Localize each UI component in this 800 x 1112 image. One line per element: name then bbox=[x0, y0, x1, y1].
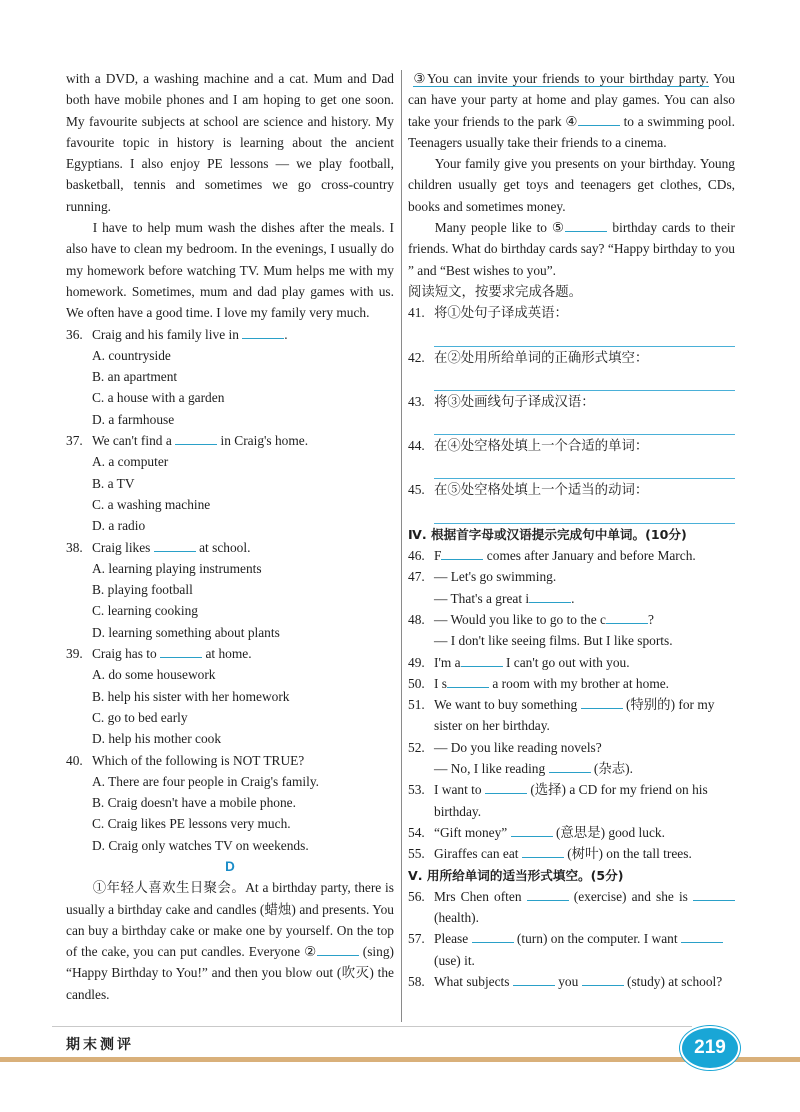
question-36 bbox=[66, 324, 394, 430]
question-text: 在④处空格处填上一个合适的单词： bbox=[434, 438, 649, 454]
answer-blank[interactable] bbox=[513, 972, 555, 986]
question-37 bbox=[66, 430, 394, 536]
question-text: (use) it. bbox=[434, 952, 475, 968]
question-54 bbox=[408, 822, 735, 843]
question-text: (杂志). bbox=[590, 761, 633, 777]
dialogue-line: — Do you like reading novels? bbox=[434, 739, 602, 755]
dialogue-line: — I don't like seeing films. But I like sports. bbox=[434, 633, 673, 649]
answer-option[interactable]: D. help his mother cook bbox=[92, 731, 222, 747]
question-text: Please bbox=[434, 931, 469, 947]
question-number: 55. bbox=[408, 846, 425, 862]
question-text: We want to buy something bbox=[434, 697, 578, 713]
question-38 bbox=[66, 537, 394, 643]
instruction: 阅读短文，按要求完成各题。 bbox=[408, 283, 583, 299]
question-number: 43. bbox=[408, 393, 425, 409]
question-number: 36. bbox=[66, 326, 83, 342]
answer-blank[interactable] bbox=[511, 823, 553, 837]
question-text: 将③处画线句子译成汉语： bbox=[434, 393, 595, 409]
question-text-pre: Craig and his family live in bbox=[92, 326, 239, 342]
answer-option[interactable]: A. There are four people in Craig's family. bbox=[92, 773, 319, 789]
question-number: 40. bbox=[66, 752, 83, 768]
answer-blank[interactable] bbox=[160, 644, 202, 658]
answer-option[interactable]: B. Craig doesn't have a mobile phone. bbox=[92, 795, 296, 811]
question-52 bbox=[408, 737, 735, 780]
passage-d-p2-text-b: to a swimming pool. Teenagers usually take their friends to a cinema. bbox=[408, 113, 735, 150]
question-39 bbox=[66, 643, 394, 749]
question-text: comes after January and before March. bbox=[483, 548, 696, 564]
passage-d-paragraph-1 bbox=[66, 877, 394, 1005]
question-text: (health). bbox=[434, 910, 479, 926]
question-text: 在②处用所给单词的正确形式填空： bbox=[434, 349, 649, 365]
answer-blank[interactable] bbox=[441, 546, 483, 560]
blank-5[interactable] bbox=[565, 218, 607, 232]
question-text: (turn) on the computer. I want bbox=[513, 931, 678, 947]
passage-d-p2-text-a: You can have your party at home and play games. You can also take your friends to the park ④ bbox=[408, 71, 735, 129]
answer-blank[interactable] bbox=[175, 431, 217, 445]
question-46 bbox=[408, 545, 735, 566]
question-text: . bbox=[571, 590, 575, 606]
answer-line[interactable] bbox=[434, 369, 735, 391]
passage-d-text-b: (sing) “Happy Birthday to You!” and then you blow out (吹灭) the candles. bbox=[66, 944, 395, 1002]
question-text: Mrs Chen often bbox=[434, 888, 522, 904]
answer-blank[interactable] bbox=[529, 589, 571, 603]
dialogue-line: — Let's go swimming. bbox=[434, 569, 557, 585]
answer-option[interactable]: D. a radio bbox=[92, 518, 146, 534]
question-text: (选择) a CD for my friend on his birthday. bbox=[434, 782, 708, 819]
question-number: 47. bbox=[408, 569, 425, 585]
question-text: (exercise) and she is bbox=[568, 888, 688, 904]
passage-c-paragraph-2: I have to help mum wash the dishes after the meals. I also have to clean my bedroom. In the evenings, I usually do my homework before watching TV. Mum helps me with my homework. Sometimes, mum and dad play games with us. We often have a good time. I love my family very much. bbox=[66, 220, 394, 321]
question-text: I want to bbox=[434, 782, 482, 798]
question-text: (意思是) good luck. bbox=[552, 824, 665, 840]
answer-option[interactable]: D. Craig only watches TV on weekends. bbox=[92, 837, 309, 853]
question-stem bbox=[66, 750, 394, 771]
translation-questions bbox=[408, 302, 735, 523]
question-stem bbox=[408, 347, 735, 368]
answer-blank[interactable] bbox=[154, 538, 196, 552]
question-stem bbox=[66, 643, 394, 664]
question-number: 37. bbox=[66, 433, 83, 449]
question-text: “Gift money” bbox=[434, 824, 508, 840]
question-text: (study) at school? bbox=[623, 973, 723, 989]
answer-option[interactable]: C. learning cooking bbox=[92, 603, 198, 619]
question-number: 39. bbox=[66, 646, 83, 662]
dialogue-line: — That's a great i bbox=[434, 590, 530, 606]
question-text: (树叶) on the tall trees. bbox=[563, 846, 692, 862]
question-text: 在⑤处空格处填上一个适当的动词： bbox=[434, 482, 649, 498]
question-49 bbox=[408, 652, 735, 673]
footer-section-label: 期末测评 bbox=[66, 1037, 134, 1053]
question-text: F bbox=[434, 548, 442, 564]
answer-option[interactable]: B. help his sister with her homework bbox=[92, 688, 290, 704]
question-stem bbox=[408, 391, 735, 412]
question-number: 42. bbox=[408, 349, 425, 365]
answer-option[interactable]: C. go to bed early bbox=[92, 709, 188, 725]
section-5-title: Ⅴ. 用所给单词的适当形式填空。(5分) bbox=[408, 867, 624, 883]
blank-2[interactable] bbox=[317, 942, 359, 956]
question-text: a room with my brother at home. bbox=[489, 675, 670, 691]
question-55 bbox=[408, 843, 735, 864]
answer-blank[interactable] bbox=[522, 844, 564, 858]
passage-d-text-a: ①年轻人喜欢生日聚会。At a birthday party, there is usually a birthday cake and candles (蜡烛) and presents. You can buy a birthday cake or make one by yourself. On the top of the cake, you can put candles. Everyone ② bbox=[66, 880, 394, 960]
answer-line[interactable] bbox=[434, 502, 735, 524]
question-text bbox=[92, 324, 394, 345]
question-40 bbox=[66, 750, 394, 856]
question-42 bbox=[408, 347, 735, 391]
answer-blank[interactable] bbox=[549, 759, 591, 773]
question-number: 49. bbox=[408, 654, 425, 670]
question-text bbox=[92, 537, 394, 558]
question-text-post: . bbox=[284, 326, 288, 342]
passage-d-paragraph-3: Your family give you presents on your birthday. Young children usually get toys and teenagers get clothes, CDs, books and sometimes money. bbox=[408, 156, 735, 214]
question-48 bbox=[408, 609, 735, 652]
answer-option[interactable]: C. Craig likes PE lessons very much. bbox=[92, 816, 291, 832]
answer-option[interactable]: A. learning playing instruments bbox=[92, 560, 262, 576]
question-text-post: at home. bbox=[205, 646, 252, 662]
left-column bbox=[66, 68, 394, 1005]
question-44 bbox=[408, 435, 735, 479]
question-number: 54. bbox=[408, 824, 425, 840]
answer-option[interactable]: C. a house with a garden bbox=[92, 390, 225, 406]
question-stem bbox=[66, 537, 394, 558]
question-stem bbox=[408, 435, 735, 456]
blank-4[interactable] bbox=[578, 112, 620, 126]
column-divider bbox=[401, 70, 402, 1022]
question-53 bbox=[408, 779, 735, 822]
answer-line[interactable] bbox=[434, 457, 735, 479]
answer-blank[interactable] bbox=[606, 610, 648, 624]
question-number: 46. bbox=[408, 548, 425, 564]
question-number: 45. bbox=[408, 482, 425, 498]
passage-d-paragraph-2 bbox=[408, 68, 735, 153]
question-text: Giraffes can eat bbox=[434, 846, 519, 862]
question-56 bbox=[408, 886, 735, 929]
passage-d-p4-text-a: Many people like to ⑤ bbox=[434, 220, 566, 236]
answer-blank[interactable] bbox=[581, 695, 623, 709]
question-number: 44. bbox=[408, 438, 425, 454]
question-text-post: in Craig's home. bbox=[220, 433, 309, 449]
answer-option[interactable]: A. countryside bbox=[92, 347, 171, 363]
question-number: 51. bbox=[408, 697, 425, 713]
question-text-pre: Craig likes bbox=[92, 539, 151, 555]
answer-option[interactable]: B. a TV bbox=[92, 475, 135, 491]
answer-blank[interactable] bbox=[582, 972, 624, 986]
underlined-sentence-3: ③You can invite your friends to your birthday party. bbox=[413, 71, 709, 86]
question-text bbox=[92, 750, 394, 771]
question-number: 48. bbox=[408, 611, 425, 627]
question-text bbox=[92, 643, 394, 664]
answer-option[interactable]: D. a farmhouse bbox=[92, 411, 175, 427]
answer-option[interactable]: B. playing football bbox=[92, 582, 193, 598]
question-stem bbox=[408, 302, 735, 323]
question-stem bbox=[408, 479, 735, 500]
answer-option[interactable]: A. a computer bbox=[92, 454, 169, 470]
question-58 bbox=[408, 971, 735, 992]
section-d-heading: D bbox=[225, 858, 235, 874]
answer-blank[interactable] bbox=[485, 780, 527, 794]
section-4-title: Ⅳ. 根据首字母或汉语提示完成句中单词。(10分) bbox=[408, 526, 687, 542]
question-number: 53. bbox=[408, 782, 425, 798]
question-number: 56. bbox=[408, 888, 425, 904]
question-stem bbox=[66, 324, 394, 345]
answer-option[interactable]: D. learning something about plants bbox=[92, 624, 280, 640]
dialogue-line: — Would you like to go to the c bbox=[434, 611, 606, 627]
answer-blank[interactable] bbox=[681, 929, 723, 943]
question-number: 38. bbox=[66, 539, 83, 555]
question-57 bbox=[408, 928, 735, 971]
passage-d-paragraph-4 bbox=[408, 217, 735, 281]
question-text: I can't go out with you. bbox=[502, 654, 630, 670]
answer-option[interactable]: B. an apartment bbox=[92, 369, 178, 385]
question-number: 50. bbox=[408, 675, 425, 691]
question-text-pre: Craig has to bbox=[92, 646, 157, 662]
question-text: I'm a bbox=[434, 654, 461, 670]
answer-option[interactable]: A. do some housework bbox=[92, 667, 216, 683]
question-50 bbox=[408, 673, 735, 694]
page-number-badge: 219 bbox=[680, 1026, 740, 1070]
answer-line[interactable] bbox=[434, 413, 735, 435]
answer-blank[interactable] bbox=[472, 929, 514, 943]
answer-blank[interactable] bbox=[461, 653, 503, 667]
dialogue-line: — No, I like reading bbox=[434, 761, 546, 777]
answer-blank[interactable] bbox=[693, 887, 735, 901]
question-47 bbox=[408, 566, 735, 609]
question-text: you bbox=[554, 973, 579, 989]
passage-d-p4-text-b: birthday cards to their friends. What do birthday cards say? “Happy birthday to you ” and “Best wishes to you”. bbox=[408, 220, 735, 278]
question-51 bbox=[408, 694, 735, 737]
question-text: What subjects bbox=[434, 973, 510, 989]
answer-blank[interactable] bbox=[527, 887, 569, 901]
question-text bbox=[92, 430, 394, 451]
answer-blank[interactable] bbox=[242, 325, 284, 339]
right-column bbox=[408, 68, 735, 992]
question-text: ? bbox=[648, 611, 654, 627]
question-41 bbox=[408, 302, 735, 346]
question-43 bbox=[408, 391, 735, 435]
question-number: 58. bbox=[408, 973, 425, 989]
footer-rule bbox=[52, 1026, 692, 1027]
question-text: (特别的) for my sister on her birthday. bbox=[434, 697, 715, 734]
answer-option[interactable]: C. a washing machine bbox=[92, 496, 211, 512]
question-text: I s bbox=[434, 675, 448, 691]
question-text-pre: We can't find a bbox=[92, 433, 172, 449]
answer-line[interactable] bbox=[434, 325, 735, 347]
multiple-choice-questions bbox=[66, 324, 394, 856]
question-text: 将①处句子译成英语： bbox=[434, 305, 568, 321]
question-number: 57. bbox=[408, 931, 425, 947]
question-number: 52. bbox=[408, 739, 425, 755]
question-stem bbox=[66, 430, 394, 451]
footer-bar bbox=[0, 1057, 800, 1062]
question-number: 41. bbox=[408, 305, 425, 321]
question-text-pre: Which of the following is NOT TRUE? bbox=[92, 752, 305, 768]
question-text-post: at school. bbox=[199, 539, 251, 555]
answer-blank[interactable] bbox=[447, 674, 489, 688]
question-45 bbox=[408, 479, 735, 523]
passage-c-paragraph-1: with a DVD, a washing machine and a cat. Mum and Dad both have mobile phones and I am hoping to get one soon. My favourite subjects at school are science and history. My favourite topic in history is learning about the ancient Egyptians. I also enjoy PE lessons — we play football, basketball, tennis and sometimes we go cross-country running. bbox=[66, 71, 394, 214]
